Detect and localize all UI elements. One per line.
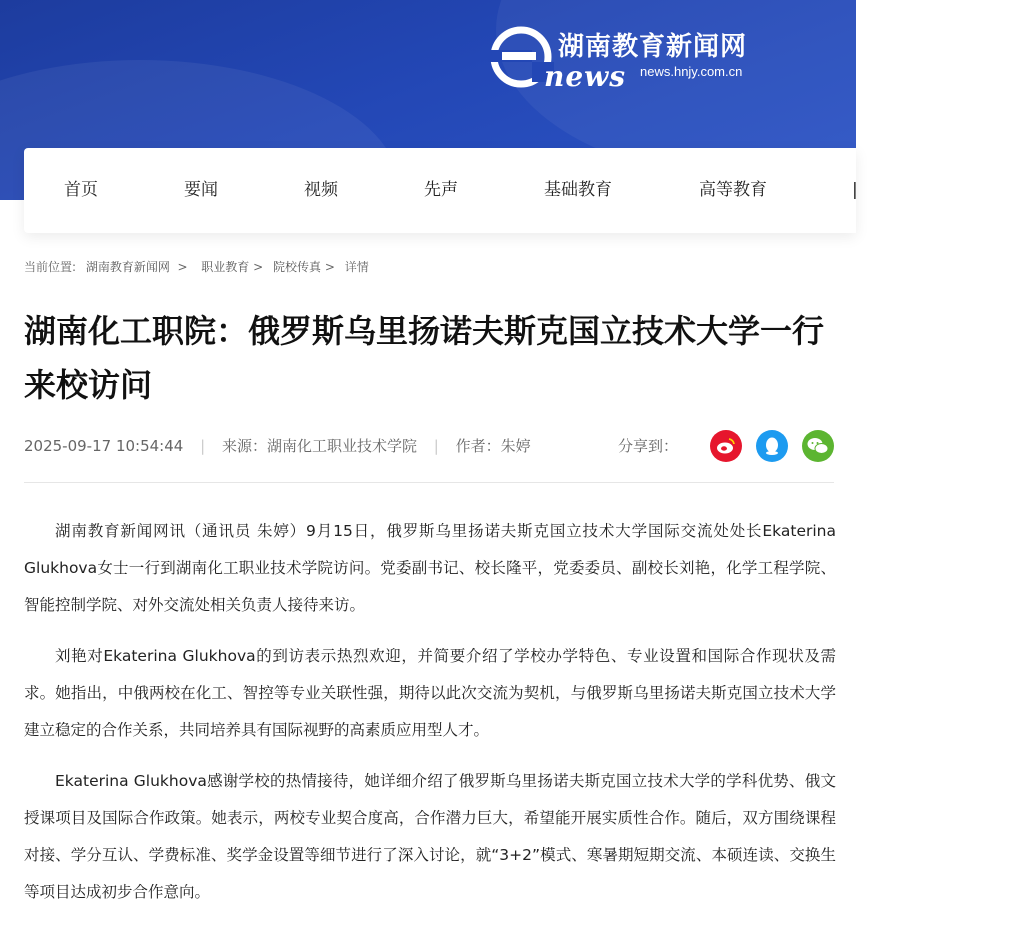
logo-news-word: news bbox=[544, 60, 627, 93]
nav-item-overflow[interactable]: | bbox=[852, 180, 858, 200]
wechat-icon[interactable] bbox=[802, 430, 834, 462]
site-name: 湖南教育新闻网 bbox=[558, 32, 748, 62]
site-domain: news.hnjy.com.cn bbox=[640, 64, 743, 79]
divider bbox=[24, 482, 834, 483]
article-body bbox=[24, 513, 836, 925]
breadcrumb-link-home[interactable]: 湖南教育新闻网 bbox=[85, 260, 170, 274]
article-source: 来源：湖南化工职业技术学院 bbox=[221, 437, 417, 455]
nav-item-home[interactable]: 首页 bbox=[64, 180, 98, 200]
breadcrumb-current: 详情 bbox=[344, 260, 369, 274]
breadcrumb bbox=[24, 258, 375, 275]
article-datetime: 2025-09-17 10:54:44 bbox=[24, 437, 184, 455]
nav-item-headlines[interactable]: 要闻 bbox=[184, 180, 218, 200]
share-label: 分享到： bbox=[617, 437, 678, 455]
breadcrumb-prefix: 当前位置: bbox=[24, 260, 77, 274]
breadcrumb-separator: > bbox=[253, 260, 264, 274]
article-title: 湖南化工职院：俄罗斯乌里扬诺夫斯克国立技术大学一行来校访问 bbox=[24, 312, 825, 404]
weibo-icon[interactable] bbox=[710, 430, 742, 462]
breadcrumb-link-vocational[interactable]: 职业教育 bbox=[201, 260, 250, 274]
breadcrumb-link-campus[interactable]: 院校传真 bbox=[272, 260, 321, 274]
qq-icon[interactable] bbox=[756, 430, 788, 462]
site-logo[interactable] bbox=[488, 22, 778, 92]
meta-divider: | bbox=[433, 437, 439, 455]
article-meta bbox=[24, 434, 834, 458]
nav-item-video[interactable]: 视频 bbox=[304, 180, 338, 200]
article-author: 作者：朱婷 bbox=[455, 437, 531, 455]
meta-divider: | bbox=[200, 437, 206, 455]
share-bar bbox=[618, 428, 834, 464]
nav-item-xiansheng[interactable]: 先声 bbox=[424, 180, 458, 200]
article-paragraph: 湖南教育新闻网讯（通讯员 朱婷）9月15日，俄罗斯乌里扬诺夫斯克国立技术大学国际交流处处长Ekaterina Glukhova女士一行到湖南化工职业技术学院访问。党委副书记、校长隆平，党委委员、副校长刘艳，化学工程学院、智能控制学院、对外交流处相关负责人接待来访。 bbox=[24, 522, 836, 614]
nav-item-higher-education[interactable]: 高等教育 bbox=[699, 180, 767, 200]
article-paragraph: Ekaterina Glukhova感谢学校的热情接待，她详细介绍了俄罗斯乌里扬诺夫斯克国立技术大学的学科优势、俄文授课项目及国际合作政策。她表示，两校专业契合度高，合作潜力巨大，希望能开展实质性合作。随后，双方围绕课程对接、学分互认、学费标准、奖学金设置等细节进行了深入讨论，就“3+2”模式、寒暑期短期交流、本硕连读、交换生等项目达成初步合作意向。 bbox=[24, 772, 836, 901]
article-paragraph: 刘艳对Ekaterina Glukhova的到访表示热烈欢迎，并简要介绍了学校办学特色、专业设置和国际合作现状及需求。她指出，中俄两校在化工、智控等专业关联性强，期待以此次交流为契机，与俄罗斯乌里扬诺夫斯克国立技术大学建立稳定的合作关系，共同培养具有国际视野的高素质应用型人才。 bbox=[24, 647, 836, 739]
breadcrumb-separator: > bbox=[173, 260, 192, 274]
nav-item-basic-education[interactable]: 基础教育 bbox=[544, 180, 612, 200]
breadcrumb-separator: > bbox=[324, 260, 335, 274]
main-nav bbox=[24, 148, 856, 233]
